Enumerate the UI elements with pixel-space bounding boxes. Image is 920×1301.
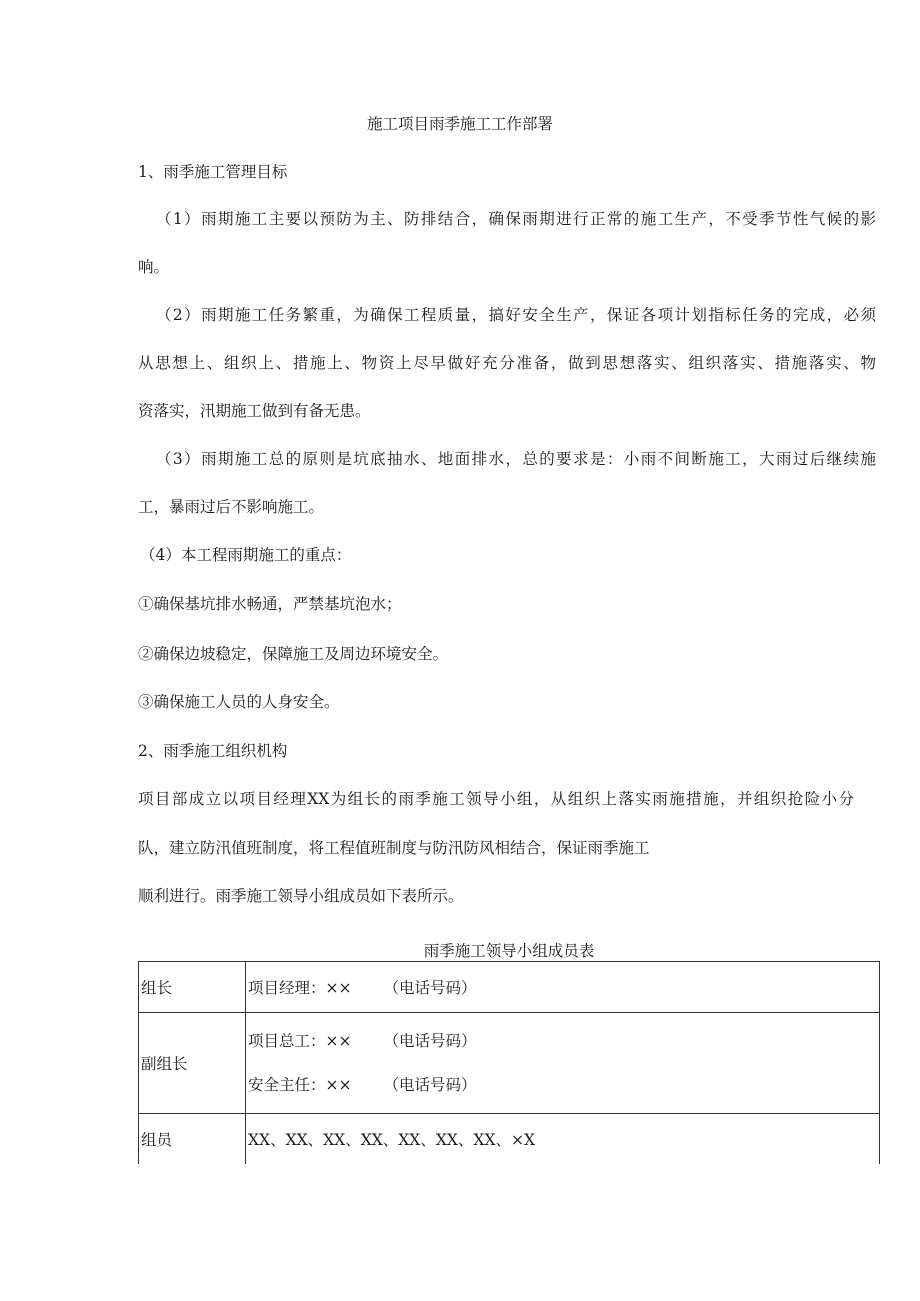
table-row	[139, 1114, 880, 1165]
role-cell: 组长	[139, 962, 246, 1013]
entry-phone: （电话号码）	[383, 1076, 477, 1094]
goal-paragraph-2-line-2: 从思想上、组织上、措施上、物资上尽早做好充分准备，做到思想落实、组织落实、措施落实、物	[138, 354, 876, 372]
entries-cell	[246, 962, 880, 1013]
goal-paragraph-1-line-2: 响。	[138, 258, 170, 276]
entry-phone: （电话号码）	[383, 1032, 477, 1050]
entry-position: 项目总工：××	[248, 1032, 352, 1050]
role-cell: 组员	[139, 1114, 246, 1165]
section-heading-organization: 2、雨季施工组织机构	[138, 742, 288, 760]
organization-paragraph-line-1: 项目部成立以项目经理XX为组长的雨季施工领导小组，从组织上落实雨施措施，并组织抢险小分	[138, 790, 854, 808]
entry-position: 安全主任：××	[248, 1076, 352, 1094]
goal-paragraph-4: （4）本工程雨期施工的重点：	[140, 546, 352, 564]
entry-position: 项目经理：××	[248, 979, 352, 997]
key-point-item: ②确保边坡稳定，保障施工及周边环境安全。	[138, 645, 449, 663]
entry-line	[248, 1031, 879, 1051]
table-row	[139, 1013, 880, 1114]
goal-paragraph-2-line-1: （2）雨期施工任务繁重，为确保工程质量，搞好安全生产，保证各项计划指标任务的完成，必须	[156, 306, 876, 324]
members-cell: XX、XX、XX、XX、XX、XX、XX、×X	[246, 1114, 880, 1165]
table-row	[139, 962, 880, 1013]
organization-paragraph-line-2: 队，建立防汛值班制度，将工程值班制度与防汛防风相结合，保证雨季施工	[138, 839, 650, 857]
goal-paragraph-1-line-1: （1）雨期施工主要以预防为主、防排结合，确保雨期进行正常的施工生产，不受季节性气候的影	[156, 210, 876, 228]
leadership-team-table	[138, 961, 880, 1164]
table-caption: 雨季施工领导小组成员表	[423, 942, 595, 960]
goal-paragraph-3-line-1: （3）雨期施工总的原则是坑底抽水、地面排水，总的要求是：小雨不间断施工，大雨过后继续施	[156, 450, 876, 468]
key-point-item: ①确保基坑排水畅通，严禁基坑泡水；	[138, 595, 402, 613]
entries-cell	[246, 1013, 880, 1114]
entry-line	[248, 1075, 879, 1095]
key-point-item: ③确保施工人员的人身安全。	[138, 693, 340, 711]
section-heading-goals: 1、雨季施工管理目标	[138, 163, 288, 181]
goal-paragraph-3-line-2: 工，暴雨过后不影响施工。	[138, 498, 325, 516]
role-cell: 副组长	[139, 1013, 246, 1114]
entry-phone: （电话号码）	[383, 979, 477, 997]
goal-paragraph-2-line-3: 资落实，汛期施工做到有备无患。	[138, 402, 371, 420]
document-title: 施工项目雨季施工工作部署	[366, 115, 553, 133]
organization-paragraph-line-3: 顺利进行。雨季施工领导小组成员如下表所示。	[138, 887, 464, 905]
